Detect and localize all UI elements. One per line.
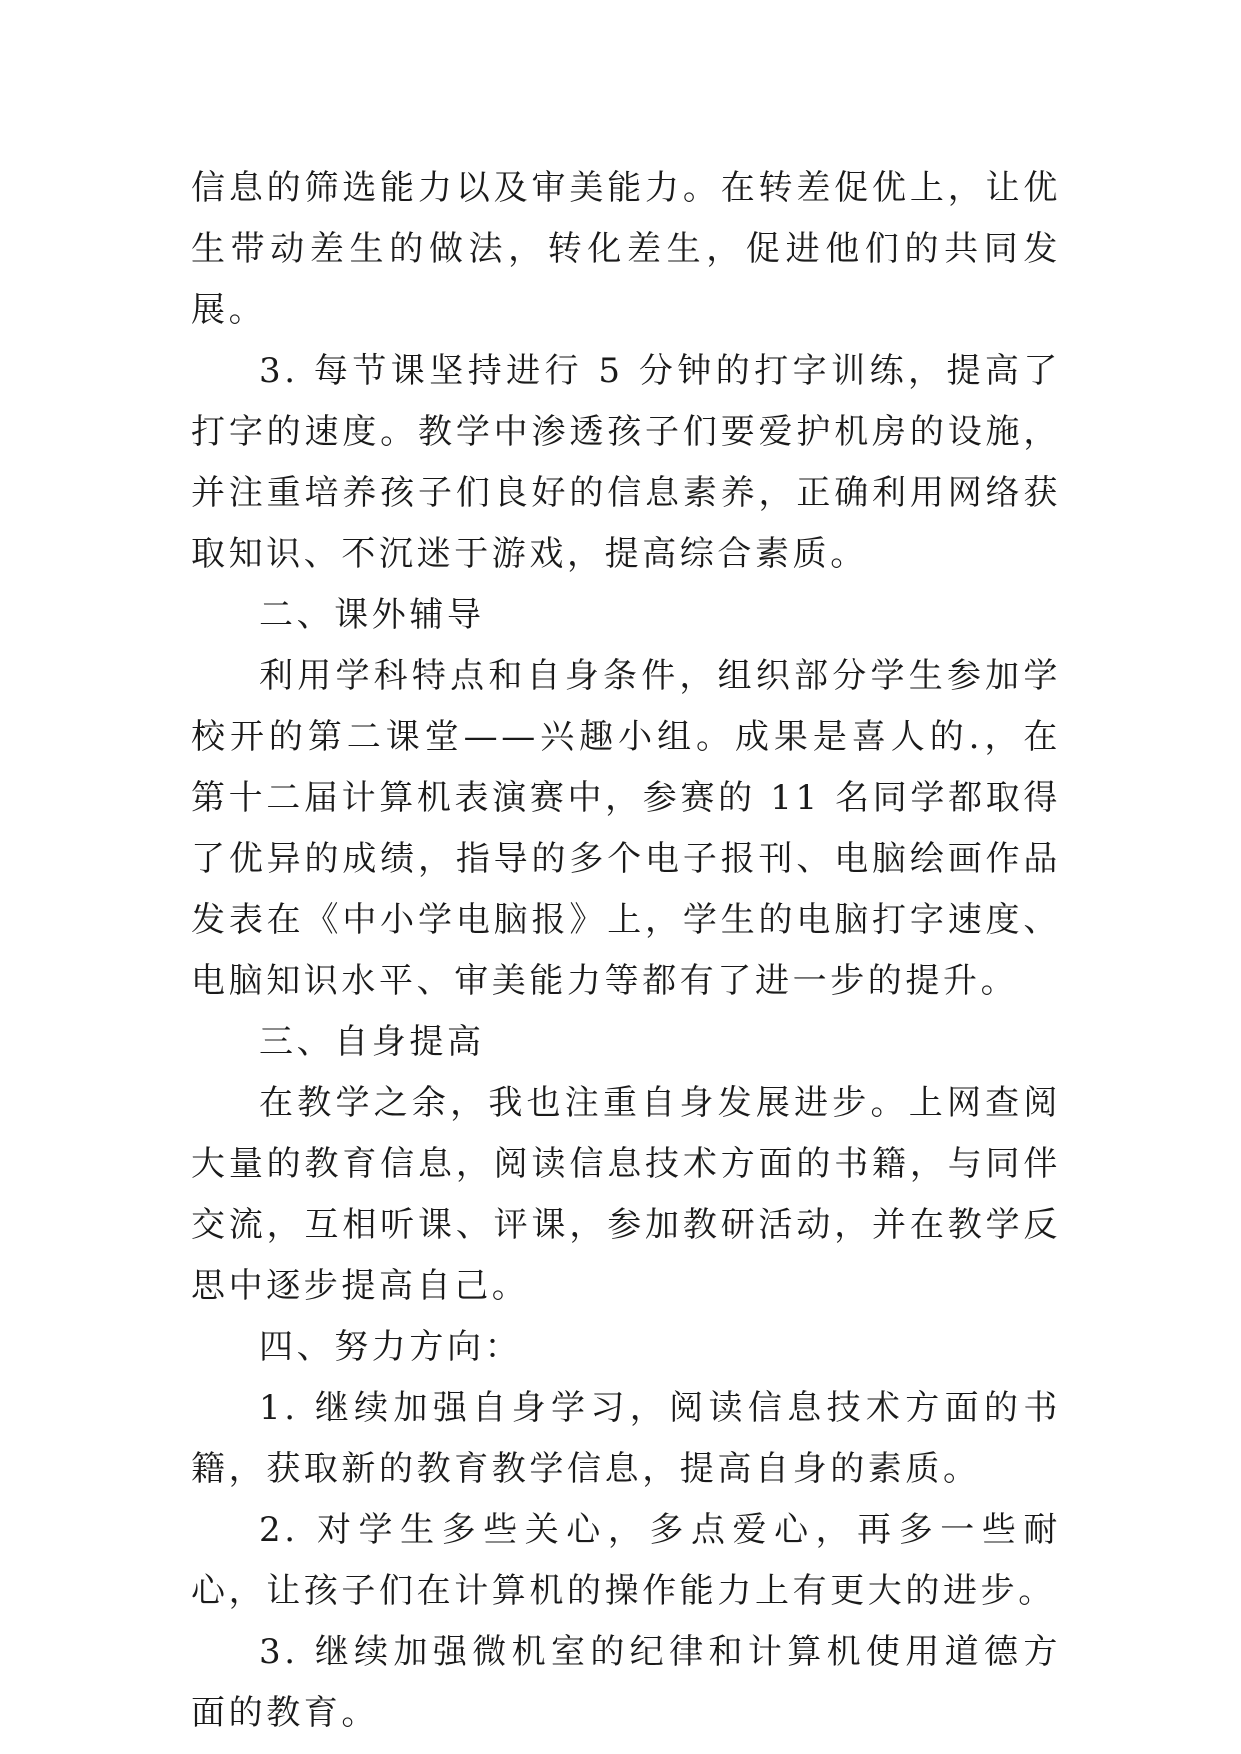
document-body	[191, 158, 1061, 1744]
section-heading-extracurricular: 二、课外辅导	[259, 595, 485, 635]
section-heading-self-improvement: 三、自身提高	[259, 1022, 485, 1062]
paragraph-item-3-typing: 3. 每节课坚持进行 5 分钟的打字训练，提高了打字的速度。教学中渗透孩子们要爱护机房的设施，并注重培养孩子们良好的信息素养，正确利用网络获取知识、不沉迷于游戏，提高综合素质。	[191, 351, 1061, 574]
paragraph-extracurricular: 利用学科特点和自身条件，组织部分学生参加学校开的第二课堂——兴趣小组。成果是喜人的.，在第十二届计算机表演赛中，参赛的 11 名同学都取得了优异的成绩，指导的多个电子报刊、电脑绘画作品发表在《中小学电脑报》上，学生的电脑打字速度、电脑知识水平、审美能力等都有了进一步的提升。	[191, 656, 1061, 1001]
paragraph-direction-3: 3. 继续加强微机室的纪律和计算机使用道德方面的教育。	[191, 1632, 1061, 1733]
paragraph-direction-2: 2. 对学生多些关心，多点爱心，再多一些耐心，让孩子们在计算机的操作能力上有更大的进步。	[191, 1510, 1061, 1611]
paragraph-self-improvement: 在教学之余，我也注重自身发展进步。上网查阅大量的教育信息，阅读信息技术方面的书籍，与同伴交流，互相听课、评课，参加教研活动，并在教学反思中逐步提高自己。	[191, 1083, 1061, 1306]
section-heading-direction: 四、努力方向：	[259, 1327, 523, 1367]
paragraph-direction-1: 1. 继续加强自身学习，阅读信息技术方面的书籍，获取新的教育教学信息，提高自身的素质。	[191, 1388, 1061, 1489]
paragraph-continuation: 信息的筛选能力以及审美能力。在转差促优上，让优生带动差生的做法，转化差生，促进他们的共同发展。	[191, 168, 1061, 330]
